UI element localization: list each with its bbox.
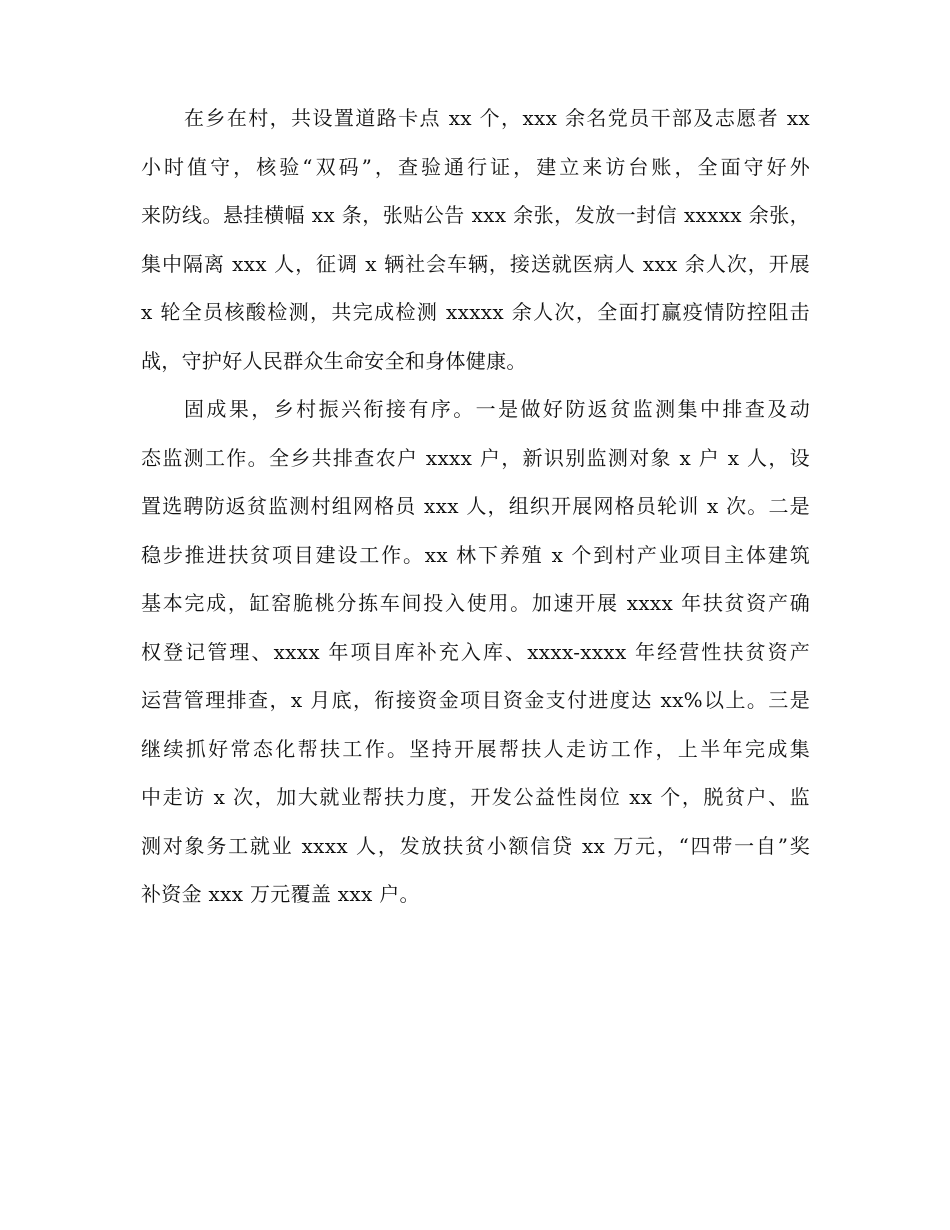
paragraph-1-line-1: 在乡在村，共设置道路卡点 xx 个，xxx 余名党员干部及志愿者 xx (184, 106, 810, 130)
paragraph-1-line-2: 小时值守，核验“双码”，查验通行证，建立来访台账，全面守好外 (141, 154, 810, 179)
paragraph-2-line-7: 运营管理排查，x 月底，衔接资金项目资金支付进度达 xx%以上。三是 (141, 688, 810, 712)
paragraph-2-line-9: 中走访 x 次，加大就业帮扶力度，开发公益性岗位 xx 个，脱贫户、监 (141, 785, 810, 809)
paragraph-1-line-4: 集中隔离 xxx 人，征调 x 辆社会车辆，接送就医病人 xxx 余人次，开展 (141, 251, 810, 276)
paragraph-2-line-5: 基本完成，缸窑脆桃分拣车间投入使用。加速开展 xxxx 年扶贫资产确 (141, 591, 810, 615)
paragraph-1-line-3: 来防线。悬挂横幅 xx 条，张贴公告 xxx 余张，发放一封信 xxxxx 余张， (141, 203, 810, 227)
paragraph-1-line-5: x 轮全员核酸检测，共完成检测 xxxxx 余人次，全面打赢疫情防控阻击 (141, 300, 810, 324)
paragraph-2-line-10: 测对象务工就业 xxxx 人，发放扶贫小额信贷 xx 万元，“四带一自”奖 (141, 833, 810, 858)
document-body (141, 106, 810, 931)
paragraph-2-line-2: 态监测工作。全乡共排查农户 xxxx 户，新识别监测对象 x 户 x 人，设 (141, 445, 810, 470)
paragraph-2-line-6: 权登记管理、xxxx 年项目库补充入库、xxxx-xxxx 年经营性扶贫资产 (141, 639, 810, 664)
paragraph-2-line-1: 固成果，乡村振兴衔接有序。一是做好防返贫监测集中排查及动 (184, 397, 810, 421)
paragraph-2-line-8: 继续抓好常态化帮扶工作。坚持开展帮扶人走访工作，上半年完成集 (141, 736, 810, 761)
paragraph-2-line-11: 补资金 xxx 万元覆盖 xxx 户。 (141, 882, 420, 906)
paragraph-2-line-4: 稳步推进扶贫项目建设工作。xx 林下养殖 x 个到村产业项目主体建筑 (141, 542, 810, 567)
paragraph-2-line-3: 置选聘防返贫监测村组网格员 xxx 人，组织开展网格员轮训 x 次。二是 (141, 494, 810, 518)
paragraph-1-line-6: 战，守护好人民群众生命安全和身体健康。 (141, 348, 527, 373)
